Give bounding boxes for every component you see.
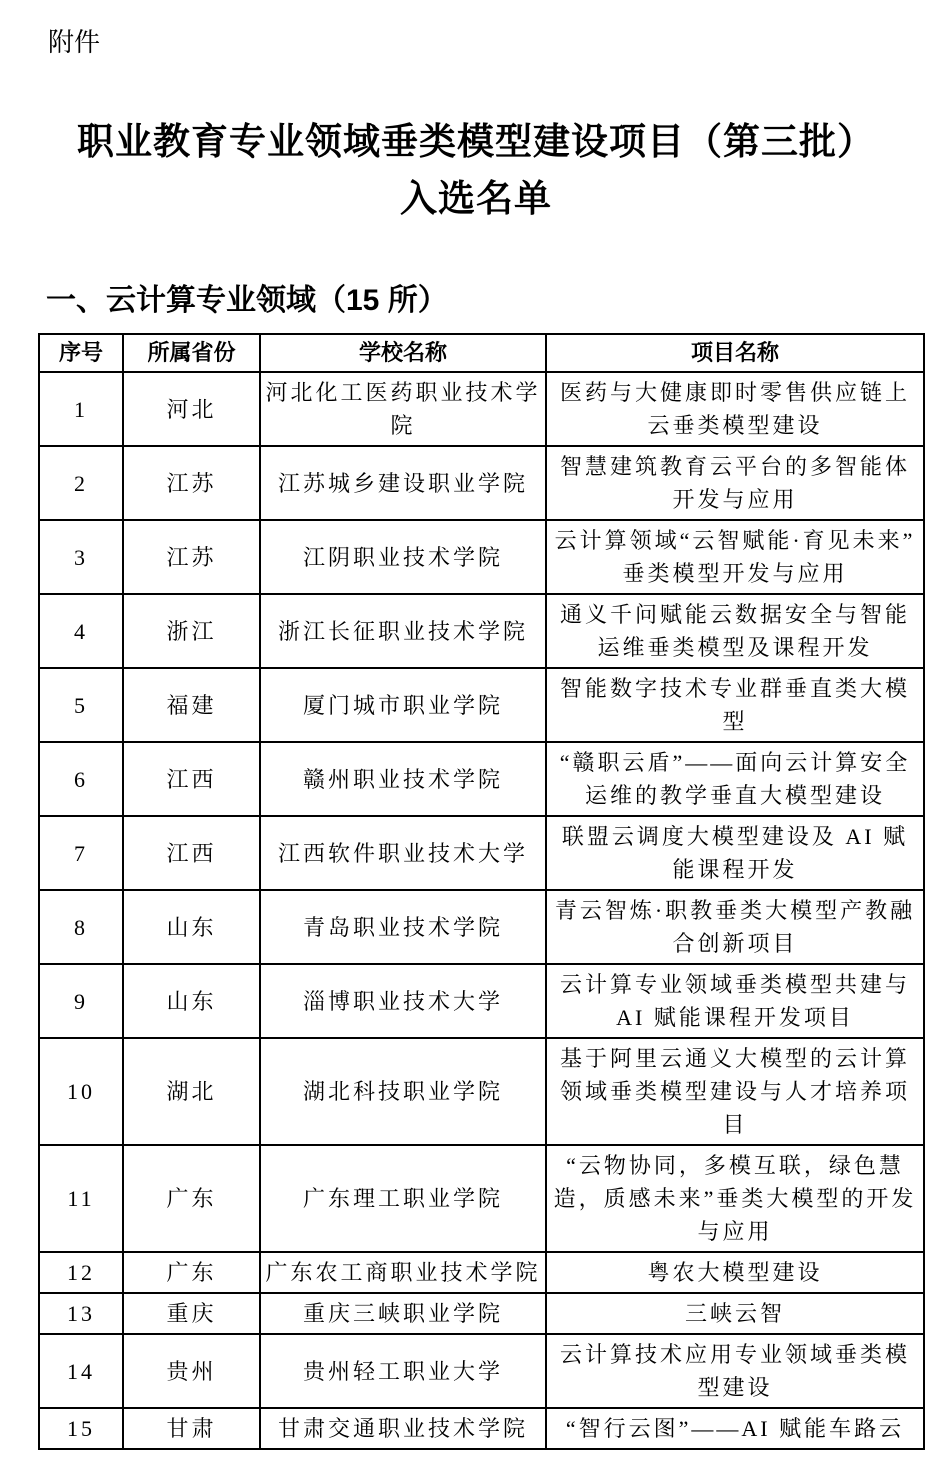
- table-row: [39, 1293, 924, 1334]
- cell-project: “智行云图”——AI 赋能车路云: [546, 1408, 924, 1449]
- cell-no: 11: [39, 1145, 123, 1252]
- table-row: [39, 520, 924, 594]
- table-row: [39, 964, 924, 1038]
- cell-province: 江苏: [123, 446, 260, 520]
- column-header-project: 项目名称: [546, 334, 924, 372]
- cell-school: 淄博职业技术大学: [260, 964, 546, 1038]
- column-header-school: 学校名称: [260, 334, 546, 372]
- page-title: [0, 114, 952, 228]
- cell-school: 青岛职业技术学院: [260, 890, 546, 964]
- cell-project: “云物协同，多模互联，绿色慧造，质感未来”垂类大模型的开发与应用: [546, 1145, 924, 1252]
- cell-no: 3: [39, 520, 123, 594]
- cell-project: 云计算领域“云智赋能·育见未来”垂类模型开发与应用: [546, 520, 924, 594]
- cell-school: 甘肃交通职业技术学院: [260, 1408, 546, 1449]
- cell-project: 智慧建筑教育云平台的多智能体开发与应用: [546, 446, 924, 520]
- cell-school: 重庆三峡职业学院: [260, 1293, 546, 1334]
- cell-no: 9: [39, 964, 123, 1038]
- cell-project: 通义千问赋能云数据安全与智能运维垂类模型及课程开发: [546, 594, 924, 668]
- cell-no: 10: [39, 1038, 123, 1145]
- cell-no: 15: [39, 1408, 123, 1449]
- cell-school: 江西软件职业技术大学: [260, 816, 546, 890]
- cell-province: 江苏: [123, 520, 260, 594]
- column-header-no: 序号: [39, 334, 123, 372]
- cell-no: 7: [39, 816, 123, 890]
- cell-province: 山东: [123, 890, 260, 964]
- cell-province: 甘肃: [123, 1408, 260, 1449]
- table-row: [39, 816, 924, 890]
- table-header-row: [39, 334, 924, 372]
- table-body: [39, 372, 924, 1449]
- attachment-label: 附件: [48, 27, 101, 57]
- cell-province: 福建: [123, 668, 260, 742]
- cell-province: 湖北: [123, 1038, 260, 1145]
- cell-province: 河北: [123, 372, 260, 446]
- cell-no: 1: [39, 372, 123, 446]
- table-row: [39, 1334, 924, 1408]
- cell-province: 广东: [123, 1145, 260, 1252]
- table-row: [39, 890, 924, 964]
- table-row: [39, 742, 924, 816]
- cell-no: 12: [39, 1252, 123, 1293]
- column-header-province: 所属省份: [123, 334, 260, 372]
- title-line-2: 入选名单: [400, 179, 552, 220]
- cell-province: 江西: [123, 742, 260, 816]
- cell-project: 医药与大健康即时零售供应链上云垂类模型建设: [546, 372, 924, 446]
- cell-school: 贵州轻工职业大学: [260, 1334, 546, 1408]
- cell-school: 江苏城乡建设职业学院: [260, 446, 546, 520]
- cell-no: 14: [39, 1334, 123, 1408]
- cell-project: 青云智炼·职教垂类大模型产教融合创新项目: [546, 890, 924, 964]
- cell-school: 厦门城市职业学院: [260, 668, 546, 742]
- table-row: [39, 668, 924, 742]
- title-line-1: 职业教育专业领域垂类模型建设项目（第三批）: [77, 122, 875, 163]
- cell-no: 2: [39, 446, 123, 520]
- cell-project: 智能数字技术专业群垂直类大模型: [546, 668, 924, 742]
- cell-no: 13: [39, 1293, 123, 1334]
- cell-project: 三峡云智: [546, 1293, 924, 1334]
- cell-province: 浙江: [123, 594, 260, 668]
- cell-no: 8: [39, 890, 123, 964]
- table-row: [39, 1252, 924, 1293]
- cell-no: 5: [39, 668, 123, 742]
- table-row: [39, 594, 924, 668]
- cell-project: 云计算专业领域垂类模型共建与 AI 赋能课程开发项目: [546, 964, 924, 1038]
- cell-project: “赣职云盾”——面向云计算安全运维的教学垂直大模型建设: [546, 742, 924, 816]
- cell-province: 江西: [123, 816, 260, 890]
- section-heading: 一、云计算专业领域（15 所）: [46, 284, 448, 317]
- cell-school: 河北化工医药职业技术学院: [260, 372, 546, 446]
- cell-province: 广东: [123, 1252, 260, 1293]
- cell-school: 广东理工职业学院: [260, 1145, 546, 1252]
- cell-province: 贵州: [123, 1334, 260, 1408]
- cell-school: 广东农工商职业技术学院: [260, 1252, 546, 1293]
- selection-table: [38, 333, 925, 1450]
- table-row: [39, 372, 924, 446]
- cell-project: 粤农大模型建设: [546, 1252, 924, 1293]
- table-row: [39, 1038, 924, 1145]
- cell-project: 云计算技术应用专业领域垂类模型建设: [546, 1334, 924, 1408]
- table-row: [39, 1145, 924, 1252]
- table-row: [39, 446, 924, 520]
- cell-project: 联盟云调度大模型建设及 AI 赋能课程开发: [546, 816, 924, 890]
- cell-province: 重庆: [123, 1293, 260, 1334]
- cell-project: 基于阿里云通义大模型的云计算领域垂类模型建设与人才培养项目: [546, 1038, 924, 1145]
- cell-school: 湖北科技职业学院: [260, 1038, 546, 1145]
- table-row: [39, 1408, 924, 1449]
- cell-no: 6: [39, 742, 123, 816]
- cell-no: 4: [39, 594, 123, 668]
- cell-school: 浙江长征职业技术学院: [260, 594, 546, 668]
- cell-school: 江阴职业技术学院: [260, 520, 546, 594]
- cell-school: 赣州职业技术学院: [260, 742, 546, 816]
- cell-province: 山东: [123, 964, 260, 1038]
